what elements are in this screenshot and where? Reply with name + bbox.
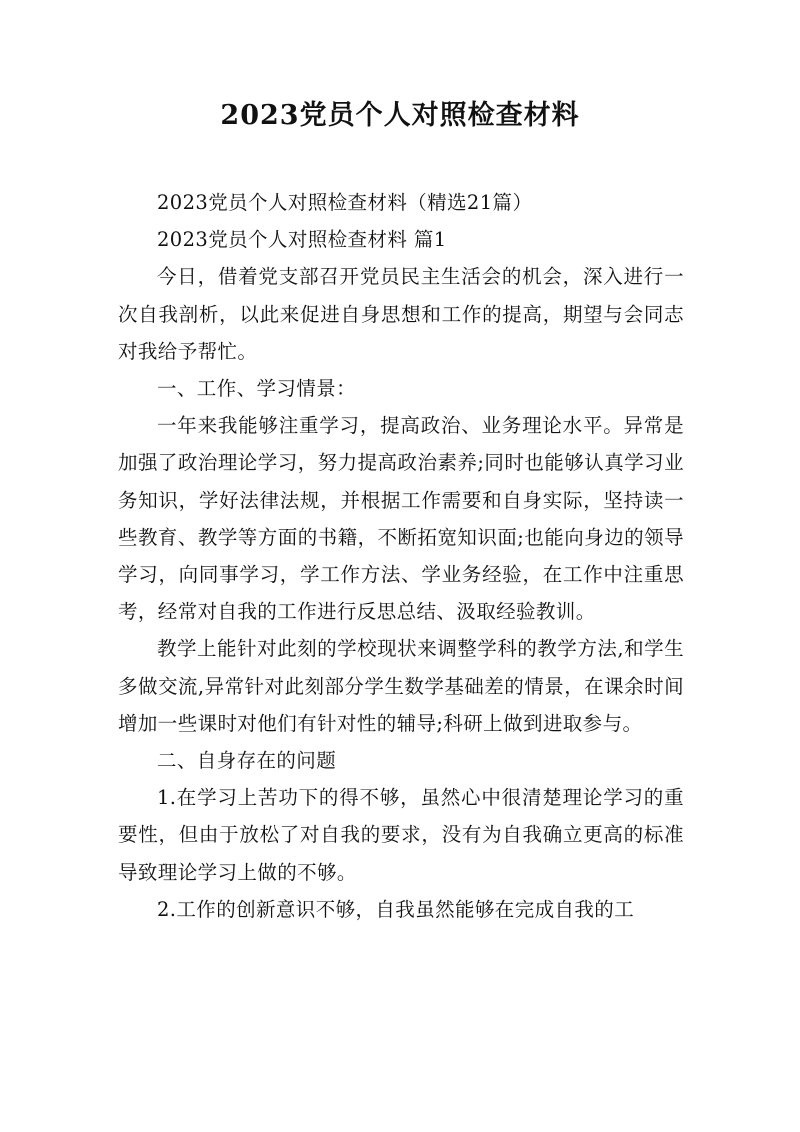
paragraph-study-details: 一年来我能够注重学习，提高政治、业务理论水平。异常是加强了政治理论学习，努力提高政治素养;同时也能够认真学习业务知识，学好法律法规，并根据工作需要和自身实际，坚持读一些教育、教学等方面的书籍，不断拓宽知识面;也能向身边的领导学习，向同事学习，学工作方法、学业务经验，在工作中注重思考，经常对自我的工作进行反思总结、汲取经验教训。 [118, 414, 684, 624]
paragraph-heading-work-study: 一、工作、学习情景： [157, 377, 357, 401]
paragraph-subtitle: 2023党员个人对照检查材料（精选21篇） [157, 191, 533, 214]
document-title: 2023党员个人对照检查材料 [220, 100, 580, 131]
paragraph-intro: 今日，借着党支部召开党员民主生活会的机会，深入进行一次自我剖析，以此来促进自身思想和工作的提高，期望与会同志对我给予帮忙。 [118, 265, 684, 363]
paragraph-problem-1: 1.在学习上苦功下的得不够，虽然心中很清楚理论学习的重要性，但由于放松了对自我的要求，没有为自我确立更高的标准导致理论学习上做的不够。 [118, 786, 684, 884]
paragraph-teaching: 教学上能针对此刻的学校现状来调整学科的教学方法,和学生多做交流,异常针对此刻部分学生数学基础差的情景，在课余时间增加一些课时对他们有针对性的辅导;科研上做到进取参与。 [118, 637, 684, 735]
paragraph-heading-problems: 二、自身存在的问题 [157, 749, 337, 773]
paragraph-problem-2: 2.工作的创新意识不够，自我虽然能够在完成自我的工 [157, 897, 635, 921]
document-body [118, 184, 684, 928]
paragraph-section-heading: 2023党员个人对照检查材料 篇1 [157, 228, 447, 252]
